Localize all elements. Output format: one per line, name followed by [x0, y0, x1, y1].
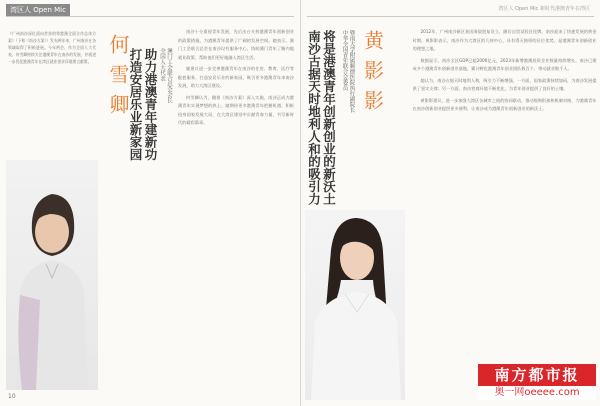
watermark-site: 奥一网oeeee.com — [478, 386, 596, 400]
header-rule — [6, 16, 294, 17]
portrait-illustration — [6, 160, 98, 390]
header-rule-right — [307, 16, 595, 17]
left-body-column-1 — [8, 30, 96, 140]
right-page — [301, 0, 600, 406]
right-paragraph-1: 2012年，广州南沙新区获国务院批复设立，随后自贸试验区挂牌，南沙迎来了快速发展的黄金时期。黄影影表示，南沙作为大湾区的几何中心，具有得天独厚的区位优势，是港澳青年创新创业的理想之地。 — [412, 29, 597, 51]
title-line-2: 南沙古据天时地利人和的吸引力 — [306, 30, 322, 205]
interviewee-name-he: 何雪卿 — [106, 34, 130, 124]
right-body-column — [413, 28, 597, 384]
left-body-column-2 — [178, 28, 294, 388]
section-header: 湾区人 Open Mic — [6, 4, 70, 16]
watermark-brand: 南方都市报 — [478, 364, 596, 386]
portrait-photo-huang — [305, 210, 405, 400]
left-paragraph-1: 《广州南沙深化面向世界的粤港澳全面合作总体方案》（下称《南沙方案》）发布两年来，广州南沙在各领域取得了积极进展。今年两会，作为全国人大代表，何雪卿持续关注港澳青年在南沙的发展，并就进一步优化港澳青年在湾区就业创业环境建言献策。 — [8, 31, 96, 64]
article-title-left — [128, 48, 158, 198]
article-title-right — [307, 30, 337, 215]
credential-line-1: 澳门工会联合总会会长 — [166, 48, 172, 103]
running-header: 湾区人 Open Mic 新时代港澳青年在湾区 — [498, 6, 590, 12]
interviewee-name-huang: 黄影影 — [360, 30, 385, 120]
newspaper-watermark — [478, 364, 596, 402]
title-line-1: 助力港澳青年建新功 — [143, 48, 158, 161]
right-paragraph-3: 她认为，南沙占据天时地利人和，吸引力不断增强。一方面，国家政策持续加码，为南沙发展提供了坚实支撑；另一方面，南沙营商环境不断优化，为青年创业提供了良好的土壤。 — [412, 77, 597, 91]
portrait-illustration — [305, 210, 405, 400]
left-paragraph-2: 南沙十分重视青年发展，先后出台支持港澳青年创新创业的政策措施，为港澳青年提供了广阔的发展空间。她表示，澳门工会联合总会在南沙设有服务中心，协助澳门青年了解内地就业政策，帮助他们更好地融入湾区生活。 — [178, 29, 294, 60]
left-paragraph-3: 她建议进一步完善港澳青年在南沙的住房、教育、医疗等配套服务，打造安居乐业的新家园，吸引更多港澳青年来南沙发展，助力大湾区建设。 — [178, 66, 294, 88]
right-paragraph-2: 数据显示，南沙全区GDP已超2000亿元，2023年新增港澳投资企业数量持续增长。南沙已建成多个港澳青年创新创业基地，累计孵化港澳青年创业团队数百个，带动就业数千人。 — [412, 57, 597, 71]
interviewee-credentials-huang — [341, 30, 355, 170]
title-line-2: 打造安居乐业新家园 — [128, 48, 143, 161]
credential-line-2: 全国人大代表 — [159, 48, 165, 81]
interviewee-credentials-he — [158, 48, 172, 168]
credential-line-1: 暨南大学附属顺德医院执行副院长 — [348, 30, 355, 113]
title-line-1: 将是港澳青年创新创业的新沃土 — [321, 30, 337, 205]
left-paragraph-4: 何雪卿认为，随着《南沙方案》深入实施，南沙正成为港澳青年实现梦想的热土。她期待更多港澳青年把握机遇，积极投身国家发展大局，在大湾区建设中贡献青春力量，书写新时代的精彩篇章。 — [178, 94, 294, 125]
credential-line-2: 中华全国青年联合会委员 — [341, 30, 348, 91]
portrait-photo-he — [6, 160, 98, 390]
page-number-left: 10 — [8, 393, 16, 400]
right-paragraph-4: 黄影影建议，进一步加强大湾区各城市之间的协同联动，推动规则衔接和机制对接，为港澳青年在南沙创新创业提供更多便利，让南沙成为港澳青年创新创业的新沃土。 — [412, 97, 597, 111]
